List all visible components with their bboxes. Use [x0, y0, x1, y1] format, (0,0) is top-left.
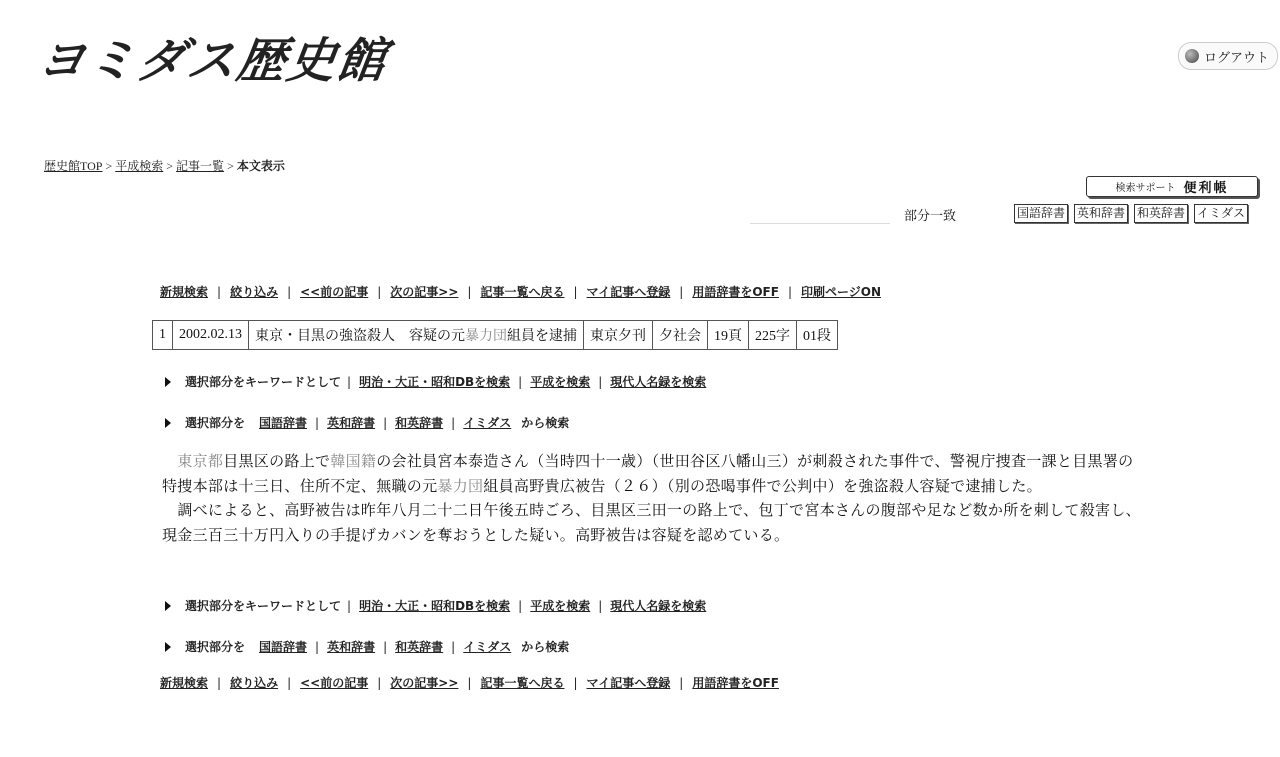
nav-separator: | — [287, 284, 292, 299]
article-dan: 01段 — [797, 321, 838, 350]
breadcrumb-separator: > — [227, 159, 234, 173]
headline-term[interactable]: 暴力団 — [465, 328, 507, 344]
keyword-search-row — [165, 373, 706, 390]
article-date: 2002.02.13 — [173, 321, 249, 350]
search-heisei-link[interactable]: 平成を検索 — [530, 375, 591, 389]
nav-separator: | — [679, 675, 684, 690]
article-page: 19頁 — [708, 321, 749, 350]
refine-link[interactable]: 絞り込み — [230, 285, 279, 299]
eiwa-dict-link[interactable]: 英和辞書 — [327, 640, 376, 654]
next-article-link[interactable]: 次の記事>> — [390, 285, 459, 299]
term-dict-off-link[interactable]: 用語辞書をOFF — [692, 285, 779, 299]
keyword-label: 選択部分をキーワードとして — [185, 599, 342, 613]
keyword-label: 選択部分をキーワードとして — [185, 375, 342, 389]
article-text: 目黒区の路上で — [223, 452, 331, 470]
dictionary-label: 選択部分を — [185, 640, 246, 654]
triangle-bullet-icon — [165, 377, 171, 387]
add-my-article-link[interactable]: マイ記事へ登録 — [586, 676, 671, 690]
table-row — [153, 321, 838, 350]
article-number: 1 — [153, 321, 173, 350]
new-search-link[interactable]: 新規検索 — [160, 285, 209, 299]
article-nav-bottom — [160, 674, 779, 691]
back-to-list-link[interactable]: 記事一覧へ戻る — [480, 285, 565, 299]
dictionary-tail-label: から検索 — [521, 416, 570, 430]
nav-separator: | — [347, 374, 352, 389]
nav-separator: | — [383, 415, 388, 430]
nav-separator: | — [315, 639, 320, 654]
kokugo-dict-link[interactable]: 国語辞書 — [259, 640, 308, 654]
nav-separator: | — [467, 675, 472, 690]
nav-separator: | — [598, 374, 603, 389]
breadcrumb-link-heisei-search[interactable]: 平成検索 — [115, 159, 164, 173]
prev-article-link[interactable]: <<前の記事 — [300, 285, 369, 299]
article-edition: 東京夕刊 — [584, 321, 653, 350]
kokugo-dict-button[interactable]: 国語辞書 — [1014, 204, 1068, 223]
dictionary-search-input[interactable] — [750, 203, 890, 224]
search-meiji-db-link[interactable]: 明治・大正・昭和DBを検索 — [359, 599, 511, 613]
breadcrumb-link-top[interactable]: 歴史館TOP — [44, 159, 103, 173]
logout-button[interactable] — [1178, 42, 1278, 70]
article-text: 組員高野貴広被告（２６）（別の恐喝事件で公判中）を強盗殺人容疑で逮捕した。 — [483, 476, 1042, 495]
nav-separator: | — [287, 675, 292, 690]
nav-separator: | — [377, 675, 382, 690]
nav-separator: | — [573, 284, 578, 299]
article-headline — [249, 321, 584, 350]
nav-separator: | — [598, 598, 603, 613]
article-text: 調べによると、高野被告は昨年八月二十二日午後五時ごろ、目黒区三田一の路上で、包丁で宮本さんの腹部や足など数か所を刺して殺害し、現金三百三十万円入りの手提げカバンを奪おうとした疑い。高野被告は容疑を認めている。 — [162, 501, 1141, 544]
article-meta-table — [152, 320, 838, 350]
headline-text: 東京・目黒の強盗殺人 容疑の元 — [255, 328, 465, 344]
search-meiji-db-link[interactable]: 明治・大正・昭和DBを検索 — [359, 375, 511, 389]
logout-label: ログアウト — [1204, 50, 1270, 66]
breadcrumb — [44, 157, 285, 174]
nav-separator: | — [679, 284, 684, 299]
nav-separator: | — [315, 415, 320, 430]
imidas-dict-link[interactable]: イミダス — [463, 640, 512, 654]
new-search-link[interactable]: 新規検索 — [160, 676, 209, 690]
search-jinmeiroku-link[interactable]: 現代人名録を検索 — [610, 375, 707, 389]
dictionary-buttons — [1014, 204, 1248, 223]
triangle-bullet-icon — [165, 601, 171, 611]
nav-separator: | — [347, 598, 352, 613]
nav-separator: | — [451, 415, 456, 430]
triangle-bullet-icon — [165, 642, 171, 652]
imidas-dict-button[interactable]: イミダス — [1194, 204, 1248, 223]
nav-separator: | — [787, 284, 792, 299]
breadcrumb-current: 本文表示 — [236, 159, 285, 173]
breadcrumb-separator: > — [166, 159, 174, 173]
search-support-label: 便利帳 — [1183, 181, 1229, 196]
waei-dict-link[interactable]: 和英辞書 — [395, 416, 444, 430]
eiwa-dict-button[interactable]: 英和辞書 — [1074, 204, 1128, 223]
nav-separator: | — [217, 284, 222, 299]
highlighted-term[interactable]: 東京都 — [177, 452, 224, 470]
search-support-small-label: 検索サポート — [1115, 183, 1176, 194]
add-my-article-link[interactable]: マイ記事へ登録 — [586, 285, 671, 299]
nav-separator: | — [518, 374, 523, 389]
dictionary-search-row-bottom — [165, 638, 569, 655]
article-paragraph — [162, 449, 1142, 498]
waei-dict-button[interactable]: 和英辞書 — [1134, 204, 1188, 223]
kokugo-dict-link[interactable]: 国語辞書 — [259, 416, 308, 430]
breadcrumb-link-article-list[interactable]: 記事一覧 — [176, 159, 225, 173]
article-section: 夕社会 — [653, 321, 708, 350]
nav-separator: | — [573, 675, 578, 690]
print-page-link[interactable]: 印刷ページON — [801, 285, 882, 299]
headline-text: 組員を逮捕 — [507, 328, 577, 344]
waei-dict-link[interactable]: 和英辞書 — [395, 640, 444, 654]
nav-separator: | — [518, 598, 523, 613]
highlighted-term[interactable]: 韓国籍 — [330, 452, 377, 470]
nav-separator: | — [377, 284, 382, 299]
term-dict-off-link[interactable]: 用語辞書をOFF — [692, 676, 779, 690]
search-heisei-link[interactable]: 平成を検索 — [530, 599, 591, 613]
imidas-dict-link[interactable]: イミダス — [463, 416, 512, 430]
keyword-search-row-bottom — [165, 597, 706, 614]
nav-separator: | — [451, 639, 456, 654]
triangle-bullet-icon — [165, 418, 171, 428]
article-char-count: 225字 — [749, 321, 797, 350]
nav-separator: | — [217, 675, 222, 690]
next-article-link[interactable]: 次の記事>> — [390, 676, 459, 690]
logout-icon — [1185, 49, 1199, 63]
partial-match-label: 部分一致 — [904, 209, 957, 224]
highlighted-term[interactable]: 暴力団 — [437, 476, 484, 495]
breadcrumb-separator: > — [105, 159, 113, 173]
dictionary-tail-label: から検索 — [521, 640, 570, 654]
dictionary-label: 選択部分を — [185, 416, 246, 430]
nav-separator: | — [467, 284, 472, 299]
search-jinmeiroku-link[interactable]: 現代人名録を検索 — [610, 599, 707, 613]
article-body — [162, 449, 1142, 547]
search-support-button[interactable] — [1086, 176, 1258, 197]
nav-separator: | — [383, 639, 388, 654]
article-nav-top — [160, 283, 881, 300]
refine-link[interactable]: 絞り込み — [230, 676, 279, 690]
dictionary-search-row — [165, 414, 569, 431]
eiwa-dict-link[interactable]: 英和辞書 — [327, 416, 376, 430]
site-logo: ヨミダス歴史館 — [33, 33, 392, 89]
article-paragraph — [162, 498, 1142, 547]
back-to-list-link[interactable]: 記事一覧へ戻る — [480, 676, 565, 690]
prev-article-link[interactable]: <<前の記事 — [300, 676, 369, 690]
article-text: の会社員宮本泰造さん（当時四十一歳）（世田谷区八幡山三）が刺殺された事件で、警視庁捜査一課と目黒署の特捜本部は十三日、住所不定、無職の元 — [162, 452, 1134, 495]
